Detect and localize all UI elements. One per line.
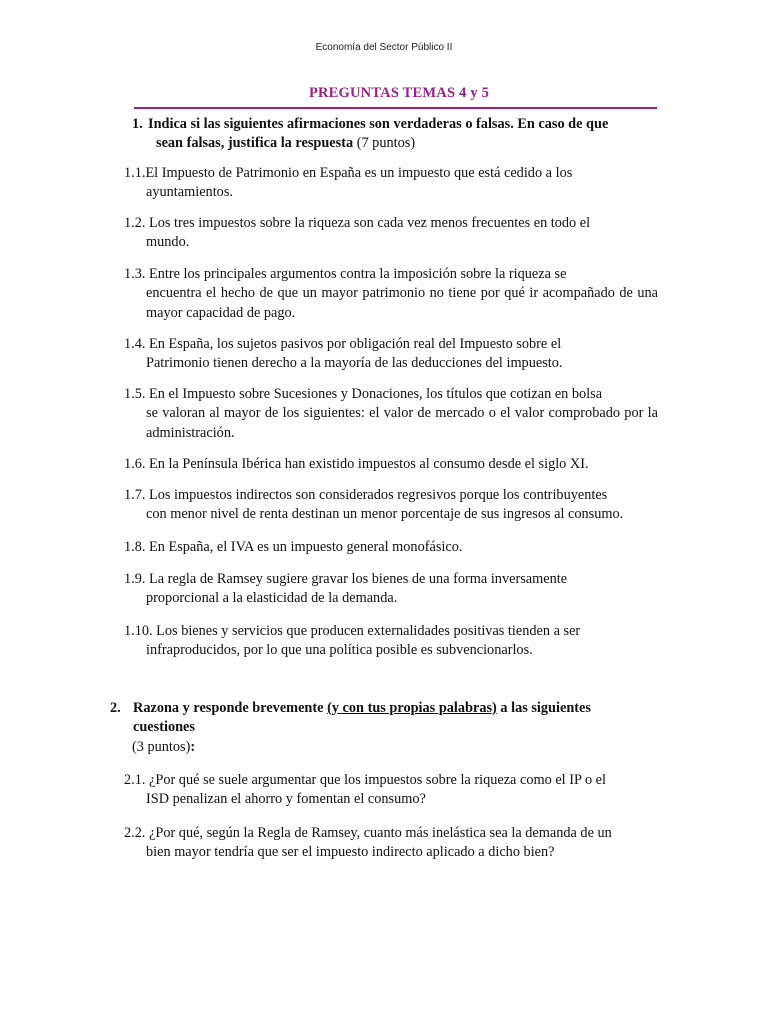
question-2-heading xyxy=(110,699,658,757)
item-text-cont: ayuntamientos. xyxy=(146,184,233,201)
item-text-cont: bien mayor tendría que ser el impuesto indirecto aplicado a dicho bien? xyxy=(146,844,555,861)
list-item-1-3 xyxy=(124,265,658,323)
item-text: En España, los sujetos pasivos por obligación real del Impuesto sobre el xyxy=(145,336,562,352)
item-number: 1.10. xyxy=(124,623,153,639)
list-item-1-4 xyxy=(124,335,658,374)
item-text-cont: Patrimonio tienen derecho a la mayoría de las deducciones del impuesto. xyxy=(146,355,563,372)
list-item-1-9 xyxy=(124,570,658,609)
item-text: La regla de Ramsey sugiere gravar los bienes de una forma inversamente xyxy=(145,571,568,587)
list-item-1-7 xyxy=(124,486,658,525)
list-item-1-10 xyxy=(124,622,658,661)
item-number: 1.3. xyxy=(124,266,146,282)
item-text: ¿Por qué se suele argumentar que los impuestos sobre la riqueza como el IP o el xyxy=(145,772,607,788)
question-2-number: 2. xyxy=(110,700,121,716)
item-text-cont: infraproducidos, por lo que una política posible es subvencionarlos. xyxy=(146,642,533,659)
list-item-2-1 xyxy=(124,771,658,810)
item-text: En el Impuesto sobre Sucesiones y Donaciones, los títulos que cotizan en bolsa xyxy=(145,386,603,402)
question-2-text-b: a las siguientes xyxy=(496,700,591,716)
item-text: Entre los principales argumentos contra la imposición sobre la riqueza se xyxy=(145,266,567,282)
item-text-cont: con menor nivel de renta destinan un menor porcentaje de sus ingresos al consumo. xyxy=(146,506,624,523)
item-number: 1.7. xyxy=(124,487,146,503)
question-2-text: Razona y responde brevemente xyxy=(133,700,328,716)
question-1-heading xyxy=(132,115,658,154)
item-number: 2.2. xyxy=(124,825,146,841)
title-divider xyxy=(134,107,657,109)
page-header: Economía del Sector Público II xyxy=(315,42,453,53)
list-item-2-2 xyxy=(124,824,658,863)
item-text: En la Península Ibérica han existido impuestos al consumo desde el siglo XI. xyxy=(145,456,589,472)
item-text-cont: se valoran al mayor de los siguientes: el valor de mercado o el valor comprobado por la administración. xyxy=(146,405,658,441)
list-item-1-2 xyxy=(124,214,658,253)
list-item-1-5 xyxy=(124,385,658,443)
question-2-points: (3 puntos) xyxy=(132,738,191,755)
item-text: Los impuestos indirectos son considerados regresivos porque los contribuyentes xyxy=(145,487,608,503)
item-number: 2.1. xyxy=(124,772,146,788)
item-text: Los bienes y servicios que producen externalidades positivas tienden a ser xyxy=(152,623,581,639)
question-1-number: 1. xyxy=(132,116,143,132)
item-text: Los tres impuestos sobre la riqueza son cada vez menos frecuentes en todo el xyxy=(145,215,591,231)
item-number: 1.2. xyxy=(124,215,146,231)
document-title: PREGUNTAS TEMAS 4 y 5 xyxy=(308,85,490,101)
item-text-cont: encuentra el hecho de que un mayor patrimonio no tiene por qué ir acompañado de una mayor capacidad de pago. xyxy=(146,285,658,321)
item-number: 1.8. xyxy=(124,539,146,555)
item-text-cont: proporcional a la elasticidad de la demanda. xyxy=(146,590,398,607)
item-text: En España, el IVA es un impuesto general monofásico. xyxy=(145,539,463,555)
item-text: ¿Por qué, según la Regla de Ramsey, cuanto más inelástica sea la demanda de un xyxy=(145,825,612,841)
item-text-cont: ISD penalizan el ahorro y fomentan el consumo? xyxy=(146,791,426,808)
question-1-points: (7 puntos) xyxy=(356,135,416,152)
list-item-1-8 xyxy=(124,538,658,557)
item-number: 1.6. xyxy=(124,456,146,472)
item-number: 1.9. xyxy=(124,571,146,587)
item-number: 1.4. xyxy=(124,336,146,352)
question-2-underlined-text: (y con tus propias palabras) xyxy=(327,700,497,716)
question-1-text-line2: sean falsas, justifica la respuesta xyxy=(156,135,354,152)
question-1-text-line1: Indica si las siguientes afirmaciones son verdaderas o falsas. En caso de que xyxy=(148,116,609,132)
item-text-cont: mundo. xyxy=(146,234,190,251)
question-2-text-line2: cuestiones xyxy=(133,719,195,736)
item-number: 1.1. xyxy=(124,165,146,181)
item-number: 1.5. xyxy=(124,386,146,402)
list-item-1-6 xyxy=(124,455,658,474)
question-2-colon: : xyxy=(190,738,196,755)
item-text: El Impuesto de Patrimonio en España es un impuesto que está cedido a los xyxy=(145,165,573,181)
list-item-1-1 xyxy=(124,164,658,203)
